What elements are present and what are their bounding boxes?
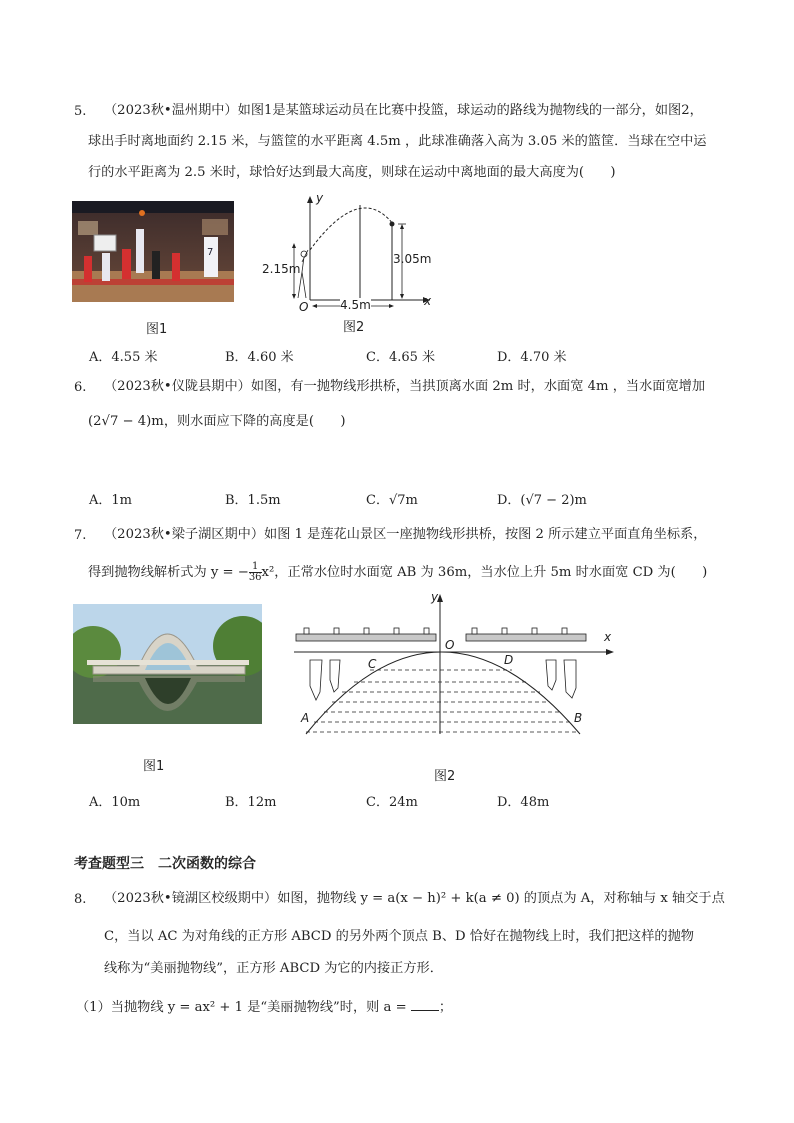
q5-fig2-height-start: 2.15m: [262, 262, 301, 276]
q8-line-3: 线称为“美丽抛物线”，正方形 ABCD 为它的内接正方形．: [104, 961, 443, 976]
q7-line-1: （2023秋•梁子湖区期中）如图 1 是莲花山景区一座抛物线形拱桥，按图 2 所示建立平面直角坐标系，: [104, 527, 707, 542]
q6-line-1: （2023秋•仪陇县期中）如图，有一抛物线形拱桥，当拱顶离水面 2m 时，水面宽 4m ，当水面宽增加: [104, 379, 706, 394]
q5-number: 5.: [74, 104, 87, 119]
q7-fig2-point-d: D: [504, 653, 514, 667]
q5-option-a[interactable]: A．4.55 米: [89, 350, 158, 365]
q6-option-a[interactable]: A．1m: [89, 493, 132, 508]
q6-option-c[interactable]: C．√7m: [366, 493, 418, 508]
q5-fig1-caption: 图1: [146, 322, 168, 337]
q8-number: 8.: [74, 892, 87, 907]
q5-line-1: （2023秋•温州期中）如图1是某篮球运动员在比赛中投篮，球运动的路线为抛物线的一部分，如图2，: [104, 103, 703, 118]
answer-blank[interactable]: [411, 998, 439, 1011]
q5-fig2-distance: 4.5m: [340, 298, 371, 312]
q5-fig2-origin: O: [299, 300, 309, 314]
q7-equation-prefix: 得到抛物线解析式为 y = −: [88, 565, 249, 580]
basketball-photo: [72, 201, 234, 302]
q7-fig2-point-c: C: [368, 657, 377, 671]
q5-line-2: 球出手时离地面约 2.15 米，与篮筐的水平距离 4.5m ，此球准确落入高为 3.05 米的篮筐．当球在空中运: [88, 134, 707, 149]
q8-line-2: C，当以 AC 为对角线的正方形 ABCD 的另外两个顶点 B、D 恰好在抛物线上时，我们把这样的抛物: [104, 929, 694, 944]
q7-fraction-numerator: 1: [249, 562, 262, 573]
q5-fig2-y-label: y: [316, 191, 324, 205]
svg-text:7: 7: [207, 247, 214, 258]
q6-number: 6.: [74, 380, 87, 395]
q6-option-d[interactable]: D．(√7 − 2)m: [497, 493, 587, 508]
q6-line-2-text: ，则水面应下降的高度是( ): [163, 414, 346, 429]
q7-line-2: [88, 562, 707, 583]
q5-fig2-height-end: 3.05m: [393, 252, 432, 266]
q8-sub-1-text: （1）当抛物线 y = ax² + 1 是“美丽抛物线”时，则 a =: [76, 1000, 411, 1015]
q7-fig1-caption: 图1: [143, 759, 165, 774]
q5-fig2-caption: 图2: [343, 320, 365, 335]
q7-fig2-origin: O: [445, 638, 455, 652]
q8-sub-1: [76, 998, 452, 1017]
q5-option-c[interactable]: C．4.65 米: [366, 350, 436, 365]
q5-option-d[interactable]: D．4.70 米: [497, 350, 567, 365]
q7-fraction: [249, 562, 262, 583]
q7-fig2-point-b: B: [574, 711, 583, 725]
bridge-photo: [73, 604, 262, 724]
q7-option-b[interactable]: B．12m: [225, 795, 277, 810]
q6-option-b[interactable]: B．1.5m: [225, 493, 281, 508]
q8-sub-1-end: ；: [438, 1000, 453, 1015]
q7-number: 7.: [74, 528, 87, 543]
q5-option-b[interactable]: B．4.60 米: [225, 350, 294, 365]
q7-option-c[interactable]: C．24m: [366, 795, 418, 810]
q8-line-1: （2023秋•镜湖区校级期中）如图，抛物线 y = a(x − h)² + k(a ≠ 0) 的顶点为 A，对称轴与 x 轴交于点: [104, 891, 725, 906]
q6-line-2: [88, 413, 346, 431]
q7-fig2-diagram: [290, 592, 620, 742]
section-title: 考查题型三 二次函数的综合: [74, 856, 256, 872]
q7-fraction-denominator: 36: [248, 572, 262, 583]
q7-line-2-text: x²，正常水位时水面宽 AB 为 36m，当水位上升 5m 时水面宽 CD 为( ): [261, 565, 708, 580]
q7-fig2-x-label: x: [604, 630, 612, 644]
q6-width-increase: (2√7 − 4)m: [88, 414, 164, 429]
q7-option-a[interactable]: A．10m: [89, 795, 141, 810]
q7-fig2-caption: 图2: [434, 769, 456, 784]
q5-fig2-x-label: x: [424, 294, 432, 308]
q7-fig2-point-a: A: [301, 711, 310, 725]
q7-fig2-y-label: y: [431, 590, 439, 604]
q7-option-d[interactable]: D．48m: [497, 795, 550, 810]
q5-line-3: 行的水平距离为 2.5 米时，球恰好达到最大高度，则球在运动中离地面的最大高度为( ): [88, 165, 616, 180]
